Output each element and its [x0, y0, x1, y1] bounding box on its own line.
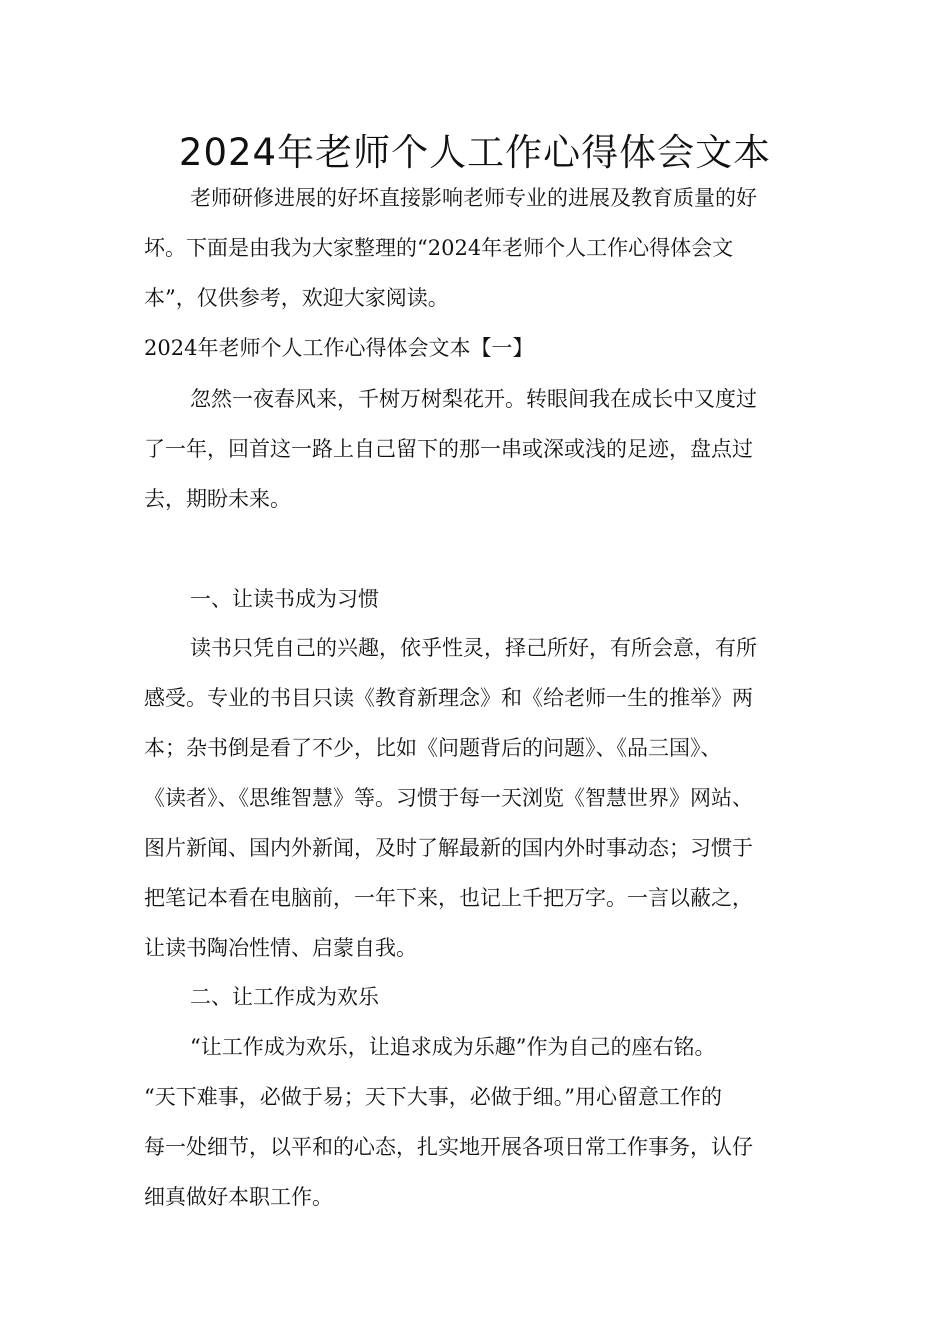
paragraph-2 — [144, 623, 814, 973]
section-heading — [144, 323, 814, 373]
text-line: “让工作成为欢乐，让追求成为乐趣”作为自己的座右铭。 — [190, 1035, 716, 1059]
section-heading-text: 2024年老师个人工作心得体会文本【一】 — [144, 336, 534, 360]
text-line: 让读书陶冶性情、启蒙自我。 — [144, 936, 417, 960]
heading-1 — [144, 574, 814, 624]
text-line: 忽然一夜春风来，千树万树梨花开。转眼间我在成长中又度过 — [190, 387, 757, 411]
text-line: 了一年，回首这一路上自己留下的那一串或深或浅的足迹，盘点过 — [144, 437, 753, 461]
document-title: 2024年老师个人工作心得体会文本 — [178, 131, 772, 174]
paragraph-3 — [144, 1022, 814, 1222]
text-line: 图片新闻、国内外新闻，及时了解最新的国内外时事动态；习惯于 — [144, 836, 753, 860]
text-line: 去，期盼未来。 — [144, 487, 291, 511]
text-line: 本”，仅供参考，欢迎大家阅读。 — [144, 286, 449, 310]
paragraph-1 — [144, 374, 814, 524]
text-line: 读书只凭自己的兴趣，依乎性灵，择己所好，有所会意，有所 — [190, 636, 757, 660]
intro-paragraph — [144, 173, 814, 323]
text-line: 每一处细节，以平和的心态，扎实地开展各项日常工作事务，认仔 — [144, 1135, 753, 1159]
text-line: 细真做好本职工作。 — [144, 1185, 333, 1209]
heading-2-text: 二、让工作成为欢乐 — [190, 985, 379, 1009]
heading-2 — [144, 972, 814, 1022]
text-line: 本；杂书倒是看了不少，比如《问题背后的问题》、《品三国》、 — [144, 736, 722, 760]
text-line: 老师研修进展的好坏直接影响老师专业的进展及教育质量的好 — [190, 186, 757, 210]
text-line: 《读者》、《思维智慧》等。习惯于每一天浏览《智慧世界》网站、 — [144, 786, 753, 810]
heading-1-text: 一、让读书成为习惯 — [190, 587, 379, 611]
text-line: “天下难事，必做于易；天下大事，必做于细。”用心留意工作的 — [144, 1085, 722, 1109]
text-line: 感受。专业的书目只读《教育新理念》和《给老师一生的推举》两 — [144, 686, 753, 710]
text-line: 把笔记本看在电脑前，一年下来，也记上千把万字。一言以蔽之， — [144, 886, 753, 910]
text-line: 坏。下面是由我为大家整理的“2024年老师个人工作心得体会文 — [144, 236, 734, 260]
